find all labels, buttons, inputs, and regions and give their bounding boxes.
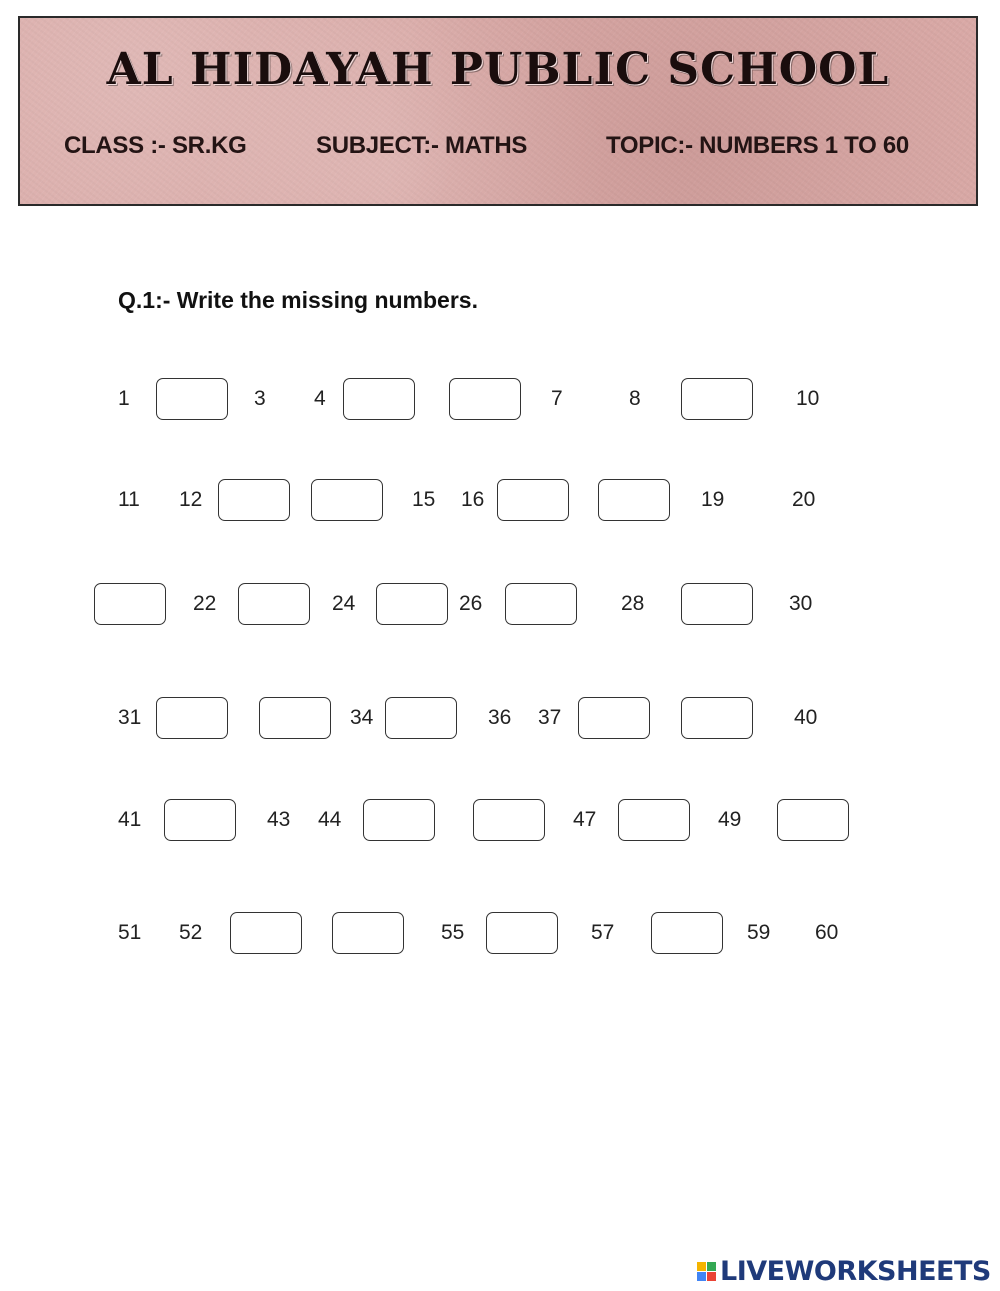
answer-box[interactable]: [164, 799, 236, 841]
number-label: 30: [789, 592, 813, 615]
answer-box[interactable]: [486, 912, 558, 954]
answer-box[interactable]: [385, 697, 457, 739]
answer-box[interactable]: [777, 799, 849, 841]
logo-square: [697, 1262, 706, 1271]
answer-box[interactable]: [376, 583, 448, 625]
answer-box[interactable]: [681, 697, 753, 739]
answer-box[interactable]: [363, 799, 435, 841]
number-label: 16: [461, 488, 485, 511]
answer-box[interactable]: [497, 479, 569, 521]
answer-box[interactable]: [618, 799, 690, 841]
number-label: 19: [701, 488, 725, 511]
number-label: 3: [254, 387, 266, 410]
logo-square: [697, 1272, 706, 1281]
number-label: 7: [551, 387, 563, 410]
number-label: 60: [815, 921, 839, 944]
number-label: 55: [441, 921, 465, 944]
number-label: 59: [747, 921, 771, 944]
number-label: 43: [267, 808, 291, 831]
answer-box[interactable]: [156, 378, 228, 420]
number-label: 51: [118, 921, 142, 944]
liveworksheets-logo: [697, 1256, 991, 1286]
number-label: 12: [179, 488, 203, 511]
number-label: 1: [118, 387, 130, 410]
liveworksheets-logo-icon: [697, 1262, 716, 1281]
answer-box[interactable]: [449, 378, 521, 420]
answer-box[interactable]: [473, 799, 545, 841]
number-label: 24: [332, 592, 356, 615]
number-label: 26: [459, 592, 483, 615]
number-label: 57: [591, 921, 615, 944]
answer-box[interactable]: [681, 378, 753, 420]
number-label: 8: [629, 387, 641, 410]
number-label: 44: [318, 808, 342, 831]
number-label: 36: [488, 706, 512, 729]
answer-box[interactable]: [230, 912, 302, 954]
answer-box[interactable]: [156, 697, 228, 739]
logo-square: [707, 1272, 716, 1281]
number-label: 11: [118, 488, 140, 511]
number-label: 52: [179, 921, 203, 944]
subject-label: SUBJECT:- MATHS: [316, 132, 528, 159]
logo-square: [707, 1262, 716, 1271]
topic-label: TOPIC:- NUMBERS 1 TO 60: [606, 132, 909, 159]
number-label: 40: [794, 706, 818, 729]
number-label: 4: [314, 387, 326, 410]
question-title: Q.1:- Write the missing numbers.: [118, 287, 478, 313]
worksheet-header: [18, 16, 978, 206]
answer-box[interactable]: [332, 912, 404, 954]
number-label: 28: [621, 592, 645, 615]
number-label: 15: [412, 488, 436, 511]
answer-box[interactable]: [218, 479, 290, 521]
answer-box[interactable]: [343, 378, 415, 420]
answer-box[interactable]: [259, 697, 331, 739]
number-label: 47: [573, 808, 597, 831]
answer-box[interactable]: [94, 583, 166, 625]
number-label: 34: [350, 706, 374, 729]
answer-box[interactable]: [651, 912, 723, 954]
answer-box[interactable]: [311, 479, 383, 521]
liveworksheets-brand: LIVEWORKSHEETS: [720, 1255, 991, 1287]
school-title: AL HIDAYAH PUBLIC SCHOOL: [106, 44, 890, 95]
number-label: 37: [538, 706, 562, 729]
answer-box[interactable]: [238, 583, 310, 625]
number-label: 49: [718, 808, 742, 831]
answer-box[interactable]: [681, 583, 753, 625]
answer-box[interactable]: [598, 479, 670, 521]
number-label: 20: [792, 488, 816, 511]
number-label: 22: [193, 592, 217, 615]
number-label: 41: [118, 808, 142, 831]
number-label: 10: [796, 387, 820, 410]
answer-box[interactable]: [505, 583, 577, 625]
number-label: 31: [118, 706, 142, 729]
class-label: CLASS :- SR.KG: [64, 132, 247, 159]
answer-box[interactable]: [578, 697, 650, 739]
